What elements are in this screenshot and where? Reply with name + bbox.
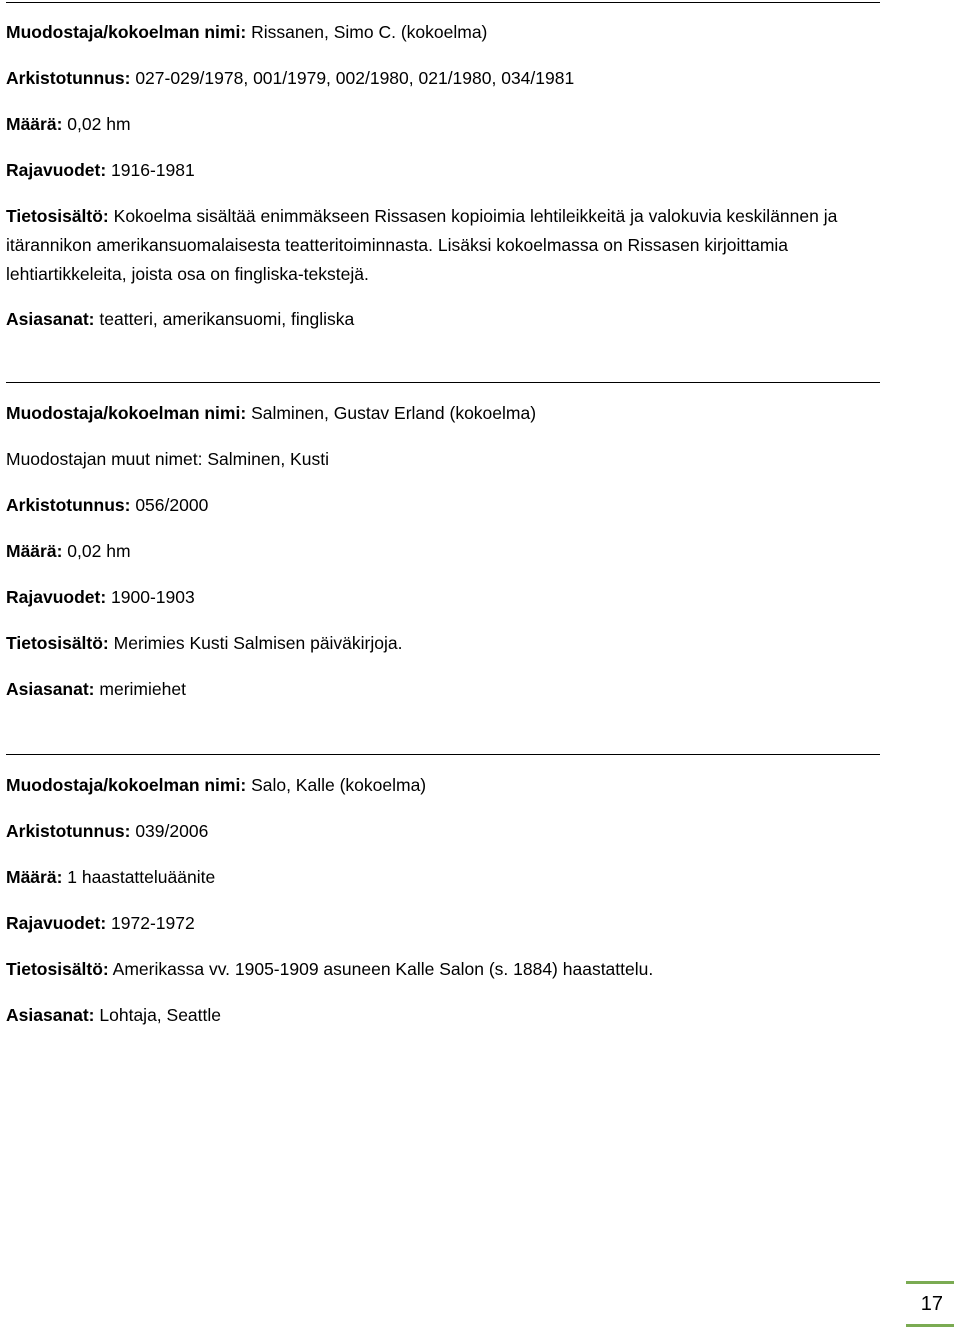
- archive-id-value: 027-029/1978, 001/1979, 002/1980, 021/1980, 034/1981: [135, 68, 575, 88]
- content-description-value: Kokoelma sisältää enimmäkseen Rissasen kopioimia lehtileikkeitä ja valokuvia keskilännen ja itärannikon amerikansuomalaisesta teatteritoiminnasta. Lisäksi kokoelmassa on Rissasen kirjoittamia lehtiartikkeleita, joista osa on fingliska-tekstejä.: [6, 206, 838, 284]
- keywords-value: teatteri, amerikansuomi, fingliska: [99, 309, 355, 329]
- quantity-field: [6, 540, 131, 563]
- keywords-label: Asiasanat:: [6, 679, 95, 699]
- date-range-field: [6, 586, 195, 609]
- page-number: 17: [906, 1281, 954, 1327]
- content-description-field: [6, 958, 653, 981]
- quantity-value: 1 haastatteluäänite: [67, 867, 216, 887]
- other-names-label: Muodostajan muut nimet:: [6, 449, 203, 469]
- content-description-label: Tietosisältö:: [6, 206, 109, 226]
- archive-id-value: 039/2006: [135, 821, 209, 841]
- content-description-field: [6, 632, 403, 655]
- divider-rule: [6, 2, 880, 3]
- date-range-value: 1972-1972: [111, 913, 195, 933]
- quantity-value: 0,02 hm: [67, 541, 131, 561]
- divider-rule: [6, 754, 880, 755]
- date-range-field: [6, 912, 195, 935]
- quantity-field: [6, 113, 131, 136]
- content-description-label: Tietosisältö:: [6, 959, 109, 979]
- archive-id-label: Arkistotunnus:: [6, 821, 131, 841]
- date-range-field: [6, 159, 195, 182]
- archive-id-label: Arkistotunnus:: [6, 68, 131, 88]
- date-range-label: Rajavuodet:: [6, 160, 107, 180]
- collection-name-label: Muodostaja/kokoelman nimi:: [6, 403, 247, 423]
- archive-id-field: [6, 494, 208, 517]
- keywords-value: merimiehet: [99, 679, 186, 699]
- keywords-field: [6, 1004, 221, 1027]
- archive-id-value: 056/2000: [135, 495, 209, 515]
- collection-name-label: Muodostaja/kokoelman nimi:: [6, 22, 247, 42]
- collection-name-value: Salminen, Gustav Erland (kokoelma): [251, 403, 537, 423]
- divider-rule: [6, 382, 880, 383]
- other-names-field: [6, 448, 329, 471]
- collection-name-field: [6, 21, 487, 44]
- collection-name-field: [6, 774, 426, 797]
- collection-name-value: Rissanen, Simo C. (kokoelma): [251, 22, 488, 42]
- collection-name-field: [6, 402, 536, 425]
- content-description-field: [6, 202, 876, 289]
- quantity-label: Määrä:: [6, 867, 63, 887]
- collection-name-value: Salo, Kalle (kokoelma): [251, 775, 427, 795]
- date-range-value: 1916-1981: [111, 160, 195, 180]
- quantity-value: 0,02 hm: [67, 114, 131, 134]
- content-description-value: Merimies Kusti Salmisen päiväkirjoja.: [113, 633, 403, 653]
- content-description-label: Tietosisältö:: [6, 633, 109, 653]
- quantity-label: Määrä:: [6, 114, 63, 134]
- keywords-label: Asiasanat:: [6, 1005, 95, 1025]
- quantity-label: Määrä:: [6, 541, 63, 561]
- quantity-field: [6, 866, 215, 889]
- collection-name-label: Muodostaja/kokoelman nimi:: [6, 775, 247, 795]
- keywords-field: [6, 678, 186, 701]
- archive-id-label: Arkistotunnus:: [6, 495, 131, 515]
- keywords-value: Lohtaja, Seattle: [99, 1005, 222, 1025]
- content-description-value: Amerikassa vv. 1905-1909 asuneen Kalle Salon (s. 1884) haastattelu.: [112, 959, 654, 979]
- archive-id-field: [6, 67, 574, 90]
- archive-id-field: [6, 820, 208, 843]
- keywords-field: [6, 308, 354, 331]
- keywords-label: Asiasanat:: [6, 309, 95, 329]
- date-range-label: Rajavuodet:: [6, 913, 107, 933]
- date-range-label: Rajavuodet:: [6, 587, 107, 607]
- other-names-value: Salminen, Kusti: [207, 449, 329, 469]
- date-range-value: 1900-1903: [111, 587, 195, 607]
